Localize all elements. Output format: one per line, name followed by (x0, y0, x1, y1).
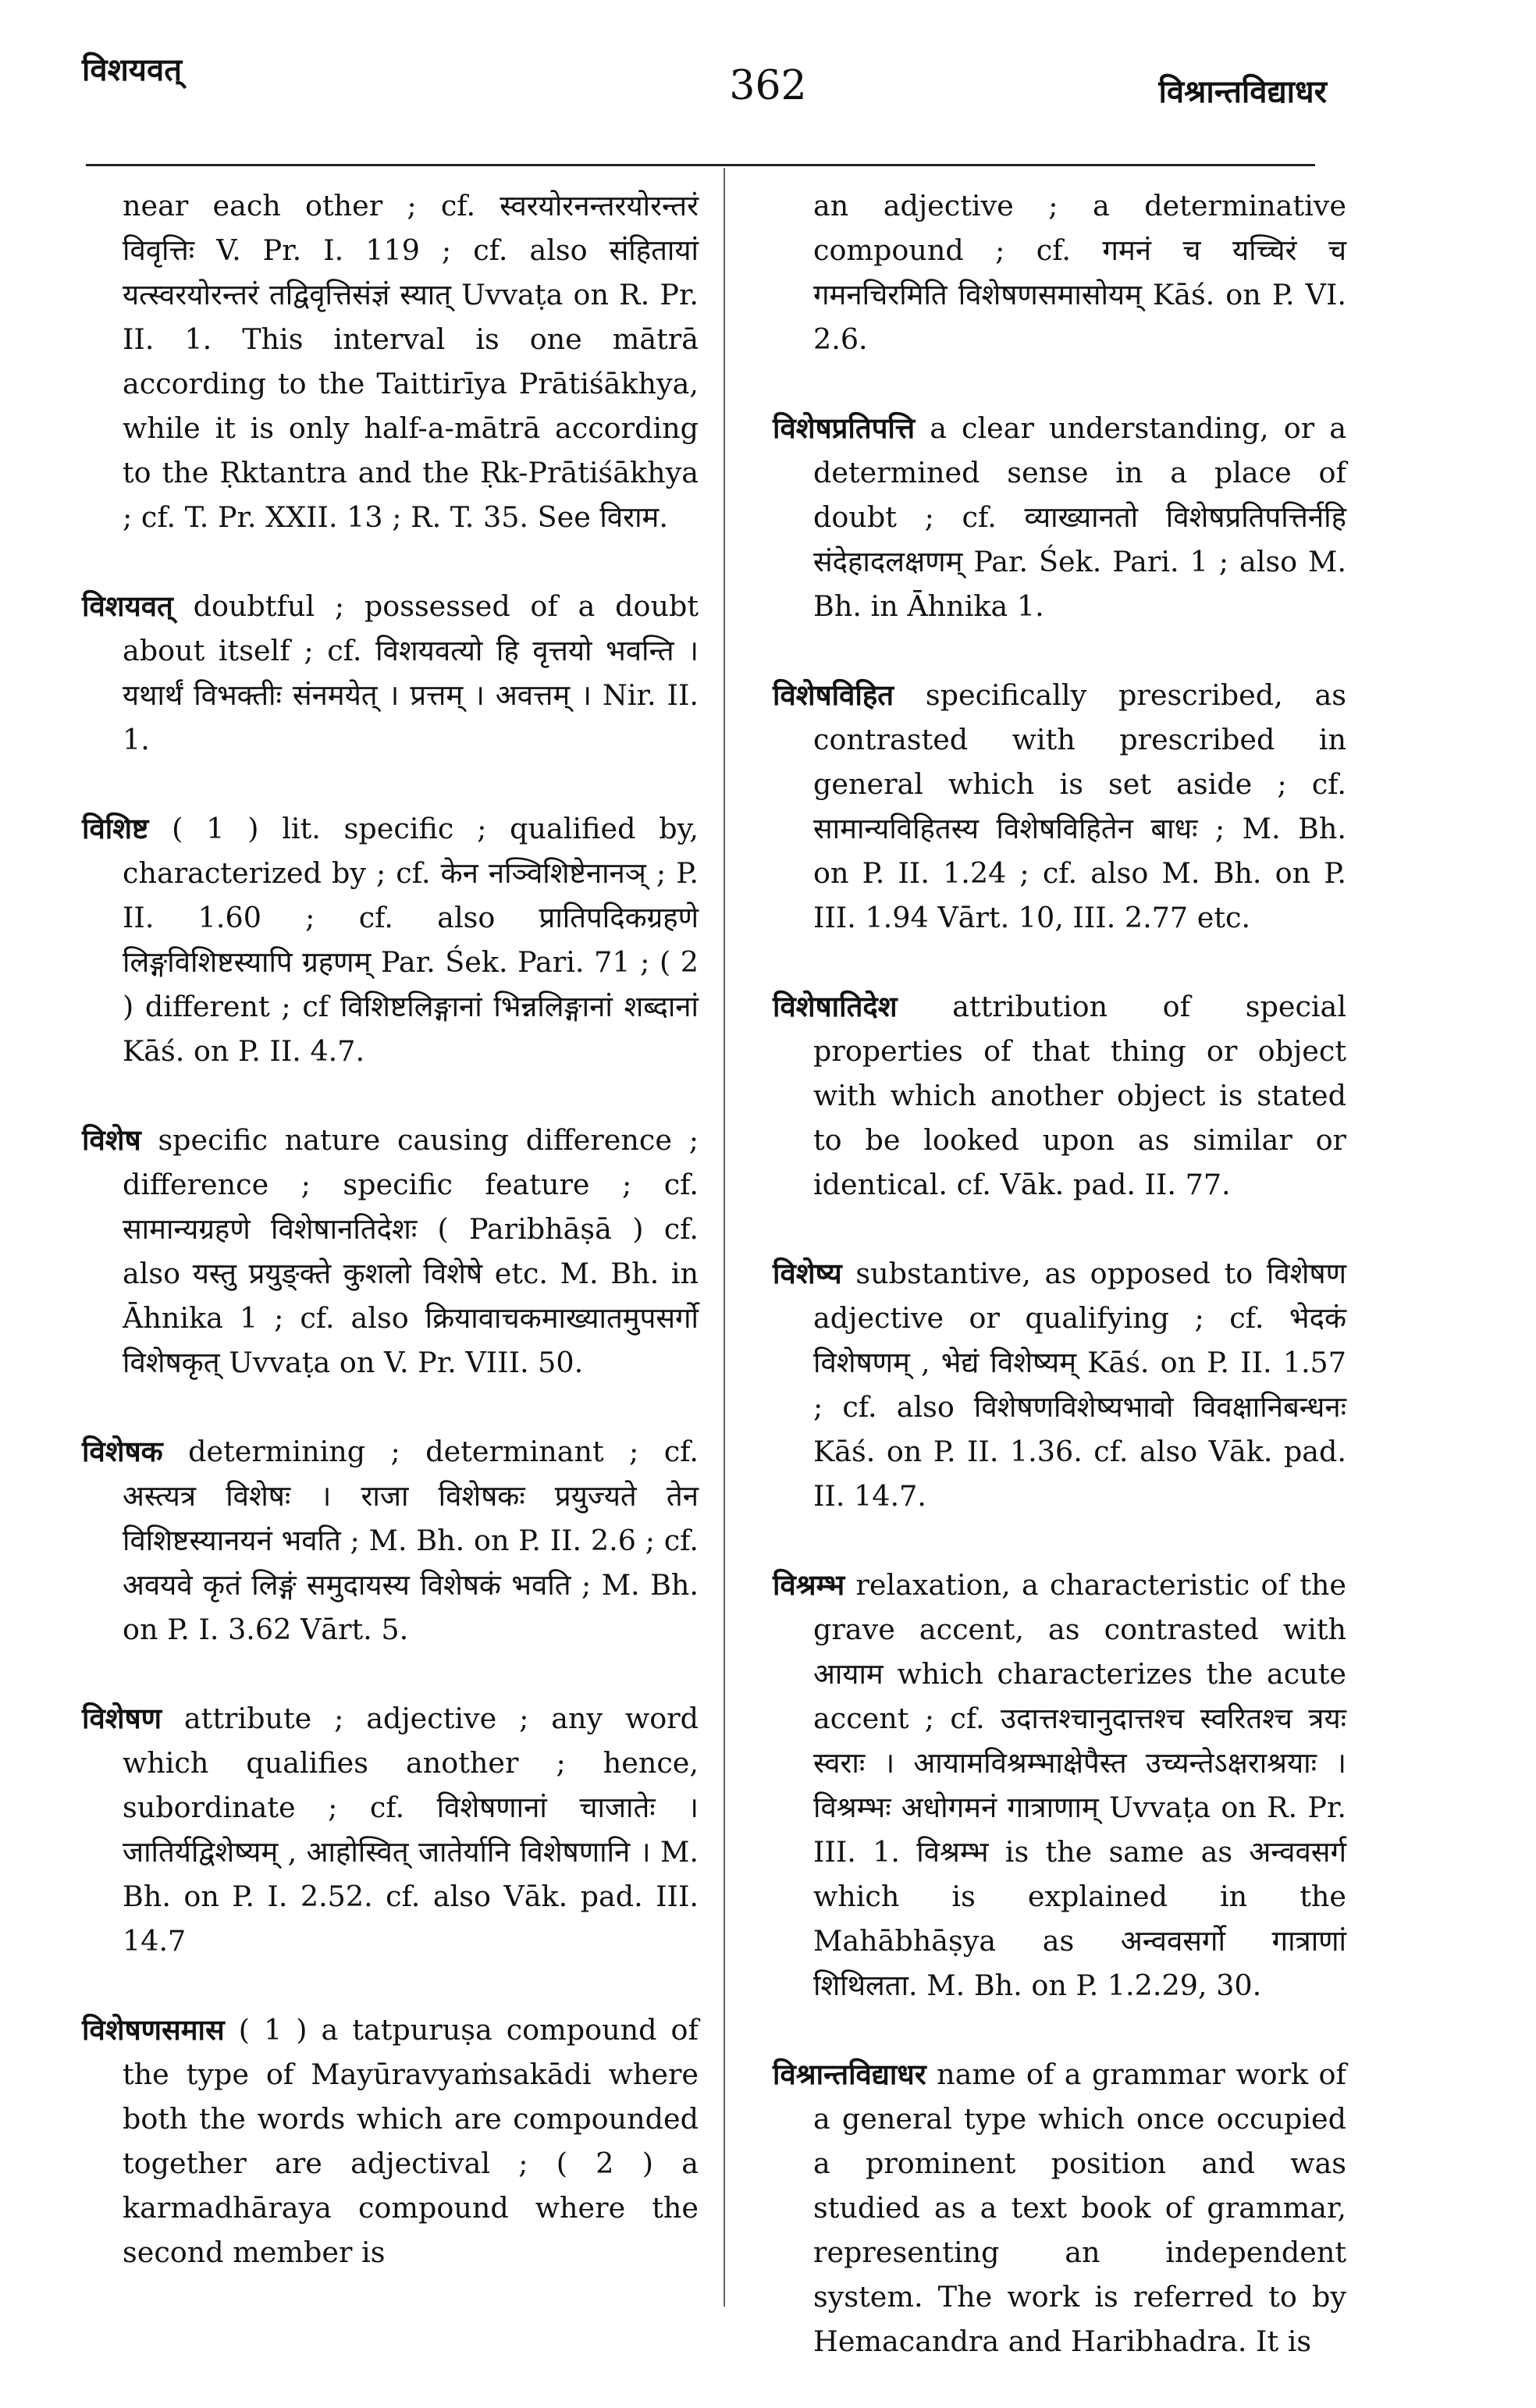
entry-text: a clear understanding, or a determined sense in a place of doubt ; cf. व्याख्यानतो विशेषप्रतिपत्तिर्नहि संदेहादलक्षणम् Par. Śek. Pari. 1 ; also M. Bh. in Āhnika 1. (813, 411, 1347, 623)
entry-headword: विश्रम्भ (773, 1568, 845, 1602)
entry-headword: विशेष्य (773, 1257, 842, 1290)
dictionary-entry (773, 673, 1346, 940)
entry-text: ( 1 ) lit. specific ; qualified by, characterized by ; cf. केन नञ्विशिष्टेनानञ् ; P. II. 1.60 ; cf. also प्रातिपदिकग्रहणे लिङ्गविशिष्टस्यापि ग्रहणम् Par. Śek. Pari. 71 ; ( 2 ) different ; cf विशिष्टलिङ्गानां भिन्नलिङ्गानां शब्दानां Kāś. on P. II. 4.7. (123, 812, 699, 1068)
left-column (82, 183, 699, 2319)
entry-text: determining ; determinant ; cf. अस्त्यत्र विशेषः । राजा विशेषकः प्रयुज्यते तेन विशिष्टस्यानयनं भवति ; M. Bh. on P. II. 2.6 ; cf. अवयवे कृतं लिङ्गं समुदायस्य विशेषकं भवति ; M. Bh. on P. I. 3.62 Vārt. 5. (123, 1435, 699, 1646)
dictionary-entry (82, 806, 699, 1073)
right-column (773, 183, 1346, 2408)
dictionary-entry (82, 183, 699, 539)
entry-text: relaxation, a characteristic of the grave accent, as contrasted with आयाम which characterizes the acute accent ; cf. उदात्तश्चानुदात्तश्च स्वरितश्च त्रयः स्वराः । आयामविश्रम्भाक्षेपैस्त उच्यन्तेऽक्षराश्रयाः । विश्रम्भः अधोगमनं गात्राणाम् Uvvaṭa on R. Pr. III. 1. विश्रम्भ is the same as अन्ववसर्ग which is explained in the Mahābhāṣya as अन्ववसर्गो गात्राणां शिथिलता. M. Bh. on P. 1.2.29, 30. (813, 1568, 1346, 2002)
dictionary-entry (82, 2008, 699, 2275)
dictionary-entry (773, 183, 1346, 361)
entry-text: specific nature causing difference ; difference ; specific feature ; cf. सामान्यग्रहणे विशेषानतिदेशः ( Paribhāṣā ) cf. also यस्तु प्रयुङ्क्ते कुशलो विशेषे etc. M. Bh. in Āhnika 1 ; cf. also क्रियावाचकमाख्यातमुपसर्गो विशेषकृत् Uvvaṭa on V. Pr. VIII. 50. (123, 1123, 699, 1379)
entry-headword: विशयवत् (82, 589, 173, 623)
dictionary-entry (82, 1118, 699, 1385)
entry-text: attribution of special properties of that thing or object with which another object is stated to be looked upon as similar or identical. cf. Vāk. pad. II. 77. (813, 990, 1346, 1201)
dictionary-entry (773, 1251, 1346, 1518)
column-divider (724, 168, 725, 2307)
page-number: 362 (729, 62, 807, 109)
entry-text: near each other ; cf. स्वरयोरनन्तरयोरन्तरं विवृत्तिः V. Pr. I. 119 ; cf. also संहितायां यत्स्वरयोरन्तरं तद्विवृत्तिसंज्ञं स्यात् Uvvaṭa on R. Pr. II. 1. This interval is one mātrā according to the Taittirīya Prātiśākhya, while it is only half-a-mātrā according to the Ṛktantra and the Ṛk-Prātiśākhya ; cf. T. Pr. XXII. 13 ; R. T. 35. See विराम. (123, 189, 699, 534)
header-rule (86, 164, 1315, 166)
entry-text: ( 1 ) a tatpuruṣa compound of the type of Mayūravyaṁsakādi where both the words which are compounded together are adjectival ; ( 2 ) a karmadhāraya compound where the second member is (123, 2013, 699, 2269)
entry-headword: विशेषणसमास (82, 2013, 225, 2047)
entry-text: name of a grammar work of a general type which once occupied a prominent position and was studied as a text book of grammar, representing an independent system. The work is referred to by Hemacandra and Haribhadra. It is (813, 2058, 1346, 2358)
entry-text: specifically prescribed, as contrasted with prescribed in general which is set aside ; cf. सामान्यविहितस्य विशेषविहितेन बाधः ; M. Bh. on P. II. 1.24 ; cf. also M. Bh. on P. III. 1.94 Vārt. 10, III. 2.77 etc. (813, 678, 1346, 934)
dictionary-entry (82, 584, 699, 762)
dictionary-entry (773, 1563, 1346, 2008)
entry-text: an adjective ; a determinative compound ; cf. गमनं च यच्चिरं च गमनचिरमिति विशेषणसमासोयम् Kāś. on P. VI. 2.6. (813, 189, 1346, 356)
entry-headword: विशेषण (82, 1702, 162, 1735)
dictionary-entry (773, 406, 1346, 628)
entry-headword: विशेषातिदेश (773, 990, 898, 1023)
entry-headword: विशेषप्रतिपत्ति (773, 411, 916, 445)
entry-headword: विशेष (82, 1123, 141, 1157)
dictionary-entry (773, 984, 1346, 1207)
running-head-right: विश्रान्तविद्याधर (1158, 73, 1327, 110)
running-head-left: विशयवत् (82, 52, 183, 88)
entry-headword: विशिष्ट (82, 812, 149, 845)
entry-text: doubtful ; possessed of a doubt about itself ; cf. विशयवत्यो हि वृत्तयो भवन्ति । यथार्थं विभक्तीः संनमयेत् । प्रत्तम् । अवत्तम् । Nir. II. 1. (123, 589, 699, 756)
entry-headword: विश्रान्तविद्याधर (773, 2058, 926, 2091)
entry-text: substantive, as opposed to विशेषण adjective or qualifying ; cf. भेदकं विशेषणम् , भेद्यं विशेष्यम् Kāś. on P. II. 1.57 ; cf. also विशेषणविशेष्यभावो विवक्षानिबन्धनः Kāś. on P. II. 1.36. cf. also Vāk. pad. II. 14.7. (813, 1257, 1346, 1513)
dictionary-entry (773, 2052, 1346, 2364)
entry-text: attribute ; adjective ; any word which qualifies another ; hence, subordinate ; cf. विशेषणानां चाजातेः । जातिर्यद्विशेष्यम् , आहोस्वित् जातेर्यानि विशेषणानि । M. Bh. on P. I. 2.52. cf. also Vāk. pad. III. 14.7 (123, 1702, 699, 1958)
dictionary-entry (82, 1429, 699, 1652)
entry-headword: विशेषक (82, 1435, 163, 1468)
entry-headword: विशेषविहित (773, 678, 894, 712)
dictionary-entry (82, 1696, 699, 1963)
